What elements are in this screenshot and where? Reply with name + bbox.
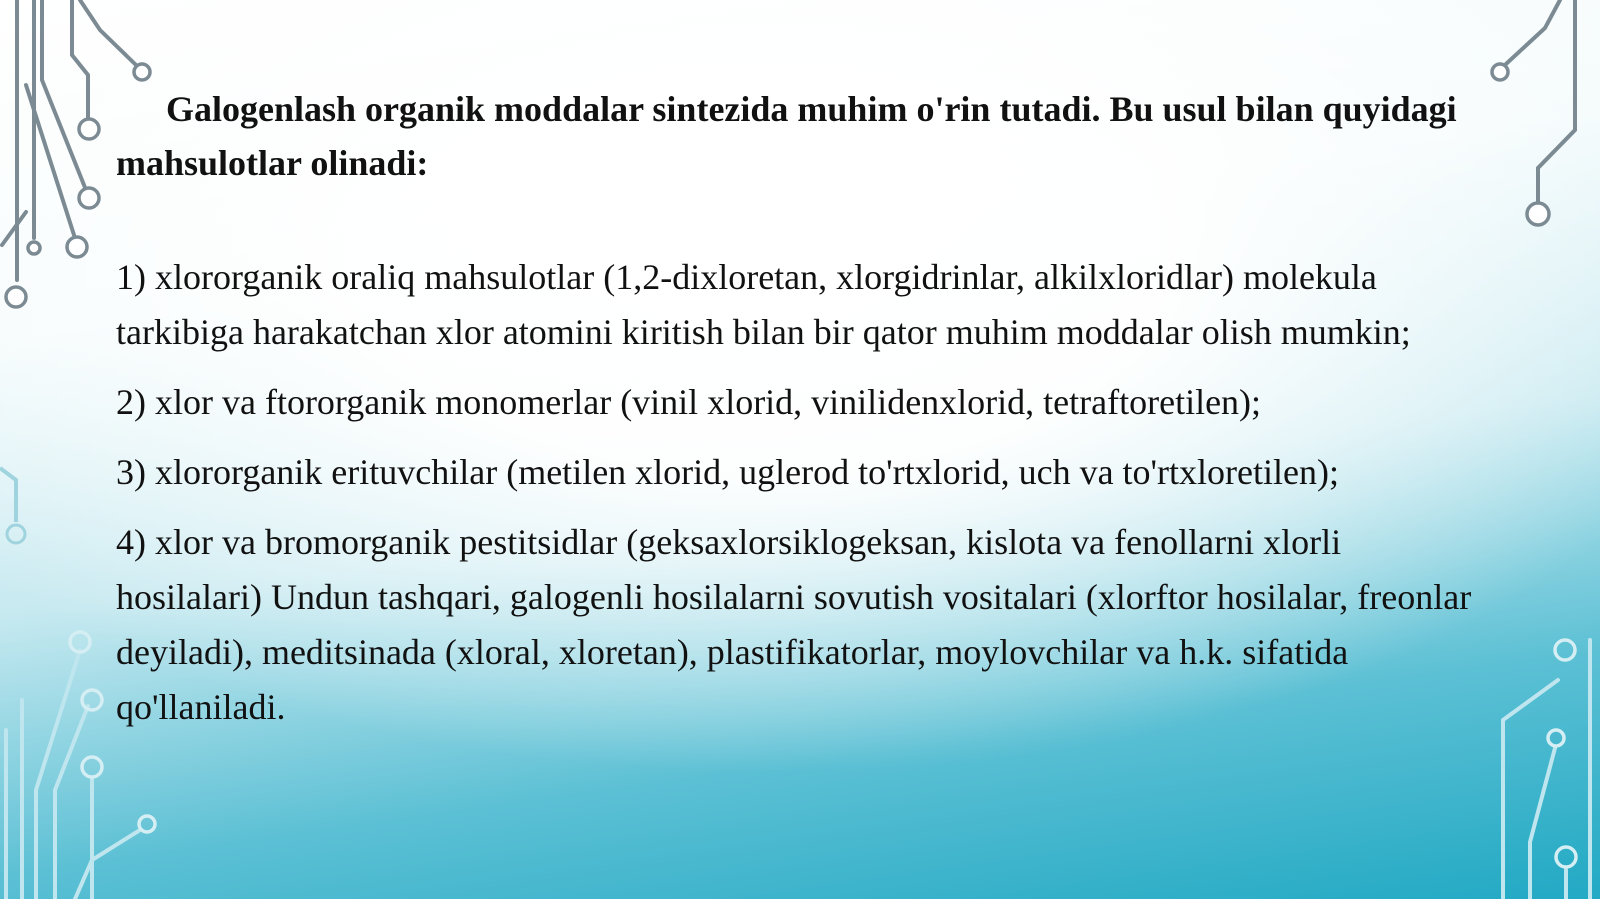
slide-body bbox=[116, 82, 1496, 750]
list-item: 1) xlororganik oraliq mahsulotlar (1,2-dixloretan, xlorgidrinlar, alkilxloridlar) molekula tarkibiga harakatchan xlor atomini kiritish bilan bir qator muhim moddalar olish mumkin; bbox=[116, 257, 1411, 352]
list-item: 4) xlor va bromorganik pestitsidlar (geksaxlorsiklogeksan, kislota va fenollarni xlorli hosilalari) Undun tashqari, galogenli hosilalarni sovutish vositalari (xlorftor hosilalar, freonlar deyiladi), meditsinada (xloral, xloretan), plastifikatorlar, moylovchilar va h.k. sifatida qo'llaniladi. bbox=[116, 522, 1472, 727]
list-item: 3) xlororganik erituvchilar (metilen xlorid, uglerod to'rtxlorid, uch va to'rtxloretilen); bbox=[116, 452, 1339, 492]
bullet-list bbox=[116, 250, 1496, 735]
list-item: 2) xlor va ftororganik monomerlar (vinil xlorid, vinilidenxlorid, tetraftoretilen); bbox=[116, 382, 1262, 422]
slide-intro-text: Galogenlash organik moddalar sintezida muhim o'rin tutadi. Bu usul bilan quyidagi mahsulotlar olinadi: bbox=[116, 89, 1457, 183]
